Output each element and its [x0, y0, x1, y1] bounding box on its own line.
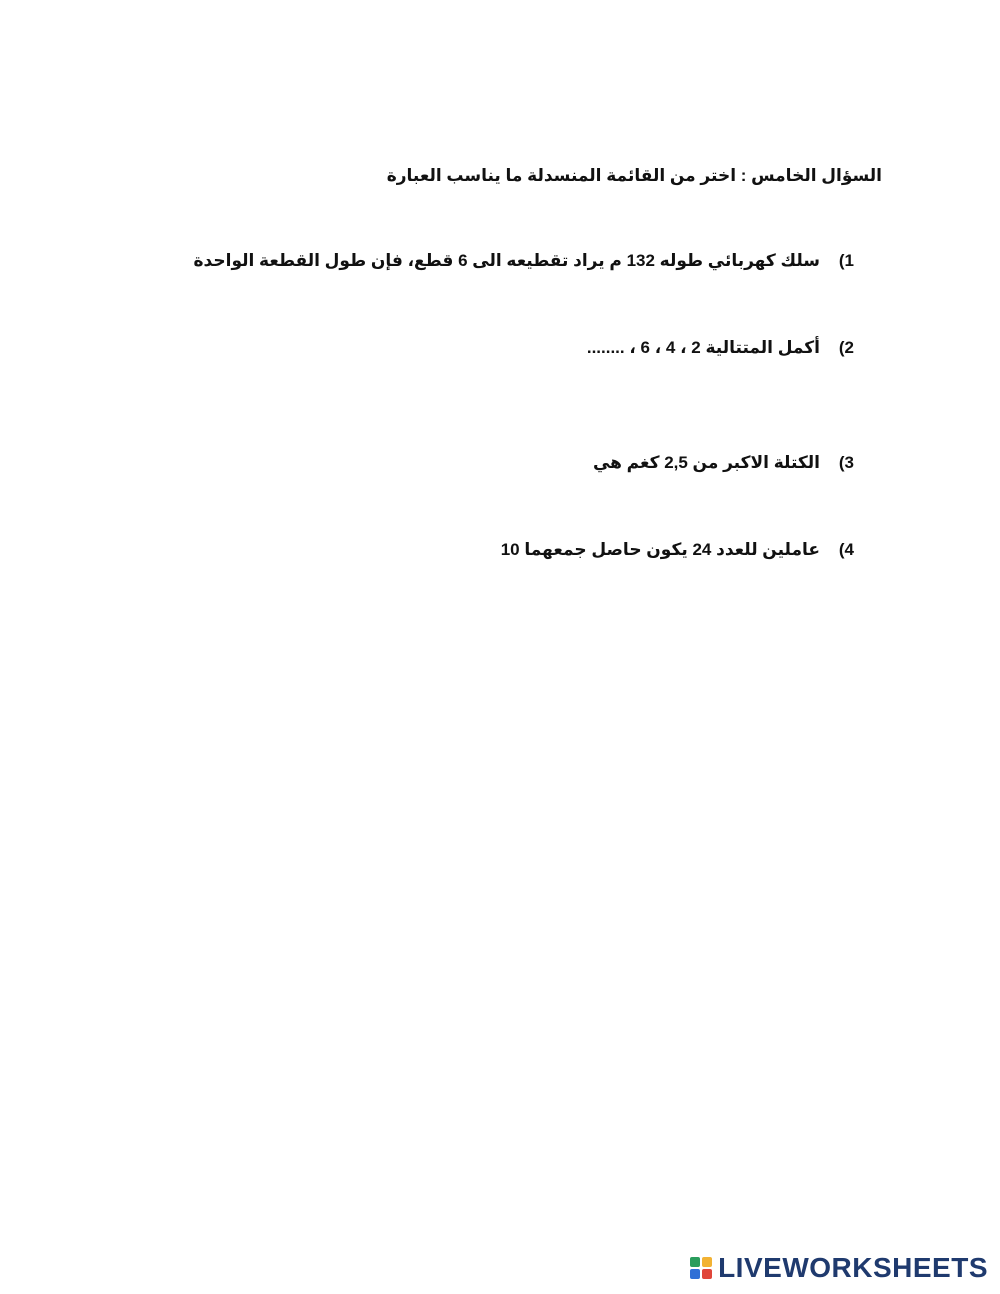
logo-square-green — [690, 1257, 700, 1267]
question-item-1 — [194, 251, 854, 271]
question-item-4 — [501, 540, 854, 560]
question-text: أكمل المتتالية 2 ، 4 ، 6 ، ........ — [586, 338, 820, 357]
liveworksheets-logo — [690, 1254, 988, 1282]
logo-square-blue — [690, 1269, 700, 1279]
question-number: (2 — [838, 338, 854, 357]
logo-square-red — [702, 1269, 712, 1279]
question-number: (4 — [838, 540, 854, 559]
liveworksheets-logo-text: LIVEWORKSHEETS — [718, 1252, 988, 1283]
logo-square-yellow — [702, 1257, 712, 1267]
question-text: سلك كهربائي طوله 132 م يراد تقطيعه الى 6 قطع، فإن طول القطعة الواحدة — [193, 251, 820, 270]
question-text: عاملين للعدد 24 يكون حاصل جمعهما 10 — [500, 540, 820, 559]
question-text: الكتلة الاكبر من 2,5 كغم هي — [592, 453, 820, 472]
question-heading: السؤال الخامس : اختر من القائمة المنسدلة ما يناسب العبارة — [386, 166, 882, 185]
question-number: (1 — [838, 251, 854, 270]
question-number: (3 — [838, 453, 854, 472]
question-item-2 — [587, 338, 854, 358]
question-item-3 — [593, 453, 854, 473]
liveworksheets-logo-icon — [690, 1257, 712, 1279]
